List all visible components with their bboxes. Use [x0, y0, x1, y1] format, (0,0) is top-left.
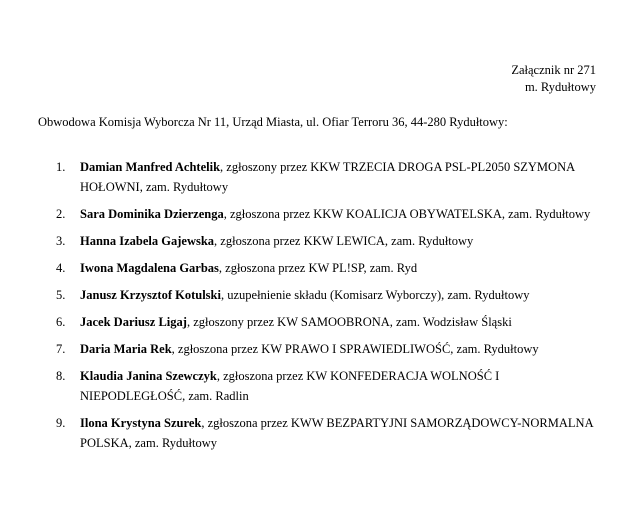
item-number: 2. [56, 207, 66, 221]
list-item [56, 339, 596, 359]
item-number: 4. [56, 261, 66, 275]
member-name: Sara Dominika Dzierzenga [80, 207, 224, 221]
list-item [56, 413, 596, 453]
annex-number: Załącznik nr 271 [511, 63, 596, 77]
member-details: , zgłoszona przez KW PL!SP, zam. Ryd [218, 261, 418, 275]
list-item [56, 312, 596, 332]
item-number: 7. [56, 342, 66, 356]
list-item [56, 258, 596, 278]
member-name: Daria Maria Rek [80, 342, 172, 356]
member-name: Hanna Izabela Gajewska [80, 234, 215, 248]
member-details: , uzupełnienie składu (Komisarz Wyborczy), zam. Rydułtowy [220, 288, 530, 302]
member-name: Iwona Magdalena Garbas [80, 261, 219, 275]
list-item [56, 285, 596, 305]
annex-town: m. Rydułtowy [524, 80, 596, 94]
member-details: , zgłoszona przez KW PRAWO I SPRAWIEDLIWOŚĆ, zam. Rydułtowy [171, 342, 539, 356]
member-name: Ilona Krystyna Szurek [80, 416, 202, 430]
commission-heading: Obwodowa Komisja Wyborcza Nr 11, Urząd Miasta, ul. Ofiar Terroru 36, 44-280 Rydułtowy: [38, 115, 508, 129]
item-number: 5. [56, 288, 66, 302]
member-name: Jacek Dariusz Ligaj [80, 315, 187, 329]
member-details: , zgłoszona przez KWW BEZPARTYJNI SAMORZĄDOWCY-NORMALNA POLSKA, zam. Rydułtowy [80, 416, 593, 450]
member-details: , zgłoszona przez KKW KOALICJA OBYWATELSKA, zam. Rydułtowy [223, 207, 591, 221]
item-number: 1. [56, 160, 66, 174]
item-number: 6. [56, 315, 66, 329]
member-details: , zgłoszona przez KW KONFEDERACJA WOLNOŚĆ I NIEPODLEGŁOŚĆ, zam. Radlin [80, 369, 500, 403]
members-list [56, 157, 596, 460]
member-name: Janusz Krzysztof Kotulski [80, 288, 221, 302]
member-name: Damian Manfred Achtelik [80, 160, 221, 174]
list-item [56, 157, 596, 197]
member-details: , zgłoszona przez KKW LEWICA, zam. Rydułtowy [214, 234, 474, 248]
list-item [56, 204, 596, 224]
item-number: 9. [56, 416, 66, 430]
annex-header [511, 62, 596, 96]
item-number: 3. [56, 234, 66, 248]
member-details: , zgłoszony przez KW SAMOOBRONA, zam. Wodzisław Śląski [186, 315, 512, 329]
member-details: , zgłoszony przez KKW TRZECIA DROGA PSL-PL2050 SZYMONA HOŁOWNI, zam. Rydułtowy [80, 160, 575, 194]
list-item [56, 231, 596, 251]
list-item [56, 366, 596, 406]
item-number: 8. [56, 369, 66, 383]
member-name: Klaudia Janina Szewczyk [80, 369, 217, 383]
